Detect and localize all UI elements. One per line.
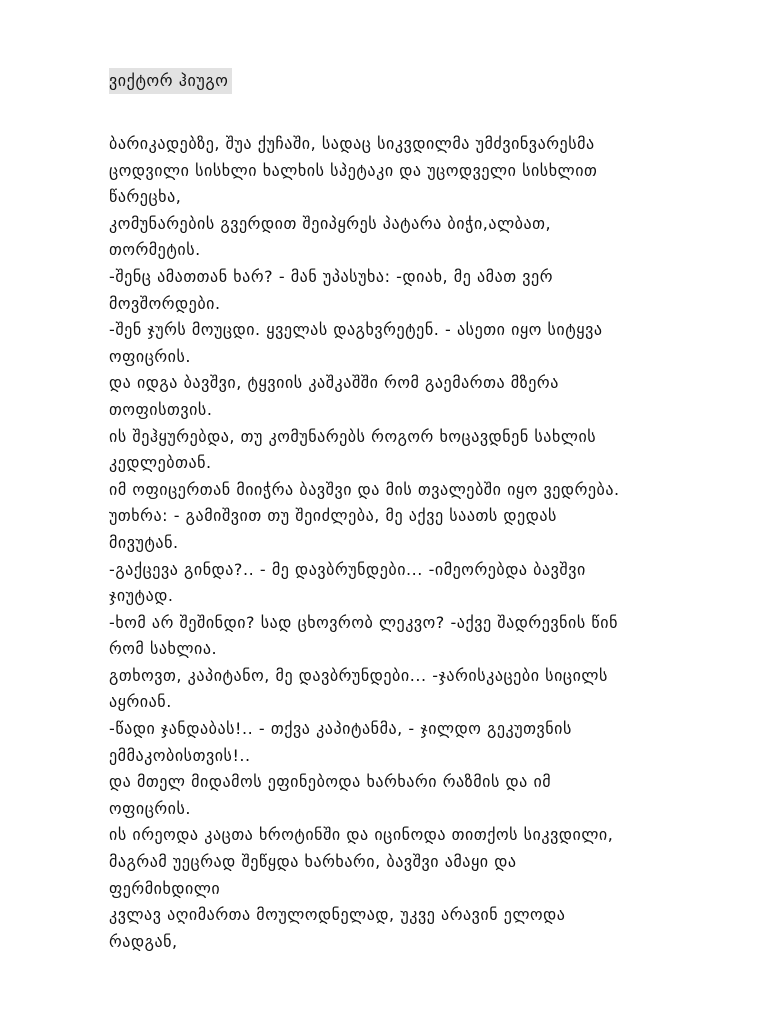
text-line: -შენ ჯურს მოუცდი. ყველას დაგხვრეტენ. - ასეთი იყო სიტყვა: [109, 320, 603, 340]
text-line: თორმეტის.: [109, 240, 201, 260]
text-line: -გაქცევა გინდა?.. - მე დავბრუნდები... -იმეორებდა ბავშვი: [109, 559, 586, 579]
text-line: -წადი ჯანდაბას!.. - თქვა კაპიტანმა, - ჯილდო გეკუთვნის: [109, 719, 572, 739]
text-line: ის ირეოდა კაცთა ხროტინში და იცინოდა თითქოს სიკვდილი,: [109, 825, 614, 845]
text-line: -შენც ამათთან ხარ? - მან უპასუხა: -დიახ, მე ამათ ვერ: [109, 266, 553, 286]
text-line: წარეცხა,: [109, 187, 182, 207]
text-line: კვლავ აღიმართა მოულოდნელად, უკვე არავინ ელოდა: [109, 905, 566, 925]
text-line: გთხოვთ, კაპიტანო, მე დავბრუნდები... -ჯარისკაცები სიცილს: [109, 665, 608, 685]
text-line: მოვშორდები.: [109, 293, 221, 313]
text-line: აყრიან.: [109, 692, 172, 712]
text-line: ოფიცრის.: [109, 798, 192, 818]
poem-author-title: ვიქტორ ჰიუგო: [109, 68, 232, 94]
text-line: და მთელ მიდამოს ეფინებოდა ხარხარი რაზმის და იმ: [109, 772, 552, 792]
text-line: იმ ოფიცერთან მიიჭრა ბავშვი და მის თვალებში იყო ვედრება.: [109, 479, 620, 499]
poem-body: [109, 131, 729, 955]
text-line: ის შეჰყურებდა, თუ კომუნარებს როგორ ხოცავდნენ სახლის: [109, 426, 597, 446]
text-line: კედლებთან.: [109, 453, 212, 473]
text-line: რადგან,: [109, 931, 178, 951]
text-line: ოფიცრის.: [109, 346, 192, 366]
text-line: -ხომ არ შეშინდი? სად ცხოვრობ ლეკვო? -აქვე შადრევნის წინ: [109, 612, 618, 632]
text-line: მივუტან.: [109, 532, 179, 552]
text-line: ჯიუტად.: [109, 586, 174, 606]
text-line: მაგრამ უეცრად შეწყდა ხარხარი, ბავშვი ამაყი და: [109, 852, 517, 872]
text-line: ბარიკადებზე, შუა ქუჩაში, სადაც სიკვდილმა უმძვინვარესმა: [109, 134, 595, 153]
text-line: უთხრა: - გამიშვით თუ შეიძლება, მე აქვე საათს დედას: [109, 506, 557, 526]
text-line: ფერმიხდილი: [109, 878, 221, 898]
text-line: ემმაკობისთვის!..: [109, 745, 251, 765]
text-line: ცოდვილი სისხლი ხალხის სპეტაკი და უცოდველი სისხლით: [109, 160, 598, 180]
text-line: და იდგა ბავშვი, ტყვიის კაშკაშში რომ გაემართა მზერა: [109, 373, 559, 393]
text-line: კომუნარების გვერდით შეიპყრეს პატარა ბიჭი,ალბათ,: [109, 213, 552, 233]
text-line: თოფისთვის.: [109, 399, 213, 419]
text-line: რომ სახლია.: [109, 639, 218, 659]
